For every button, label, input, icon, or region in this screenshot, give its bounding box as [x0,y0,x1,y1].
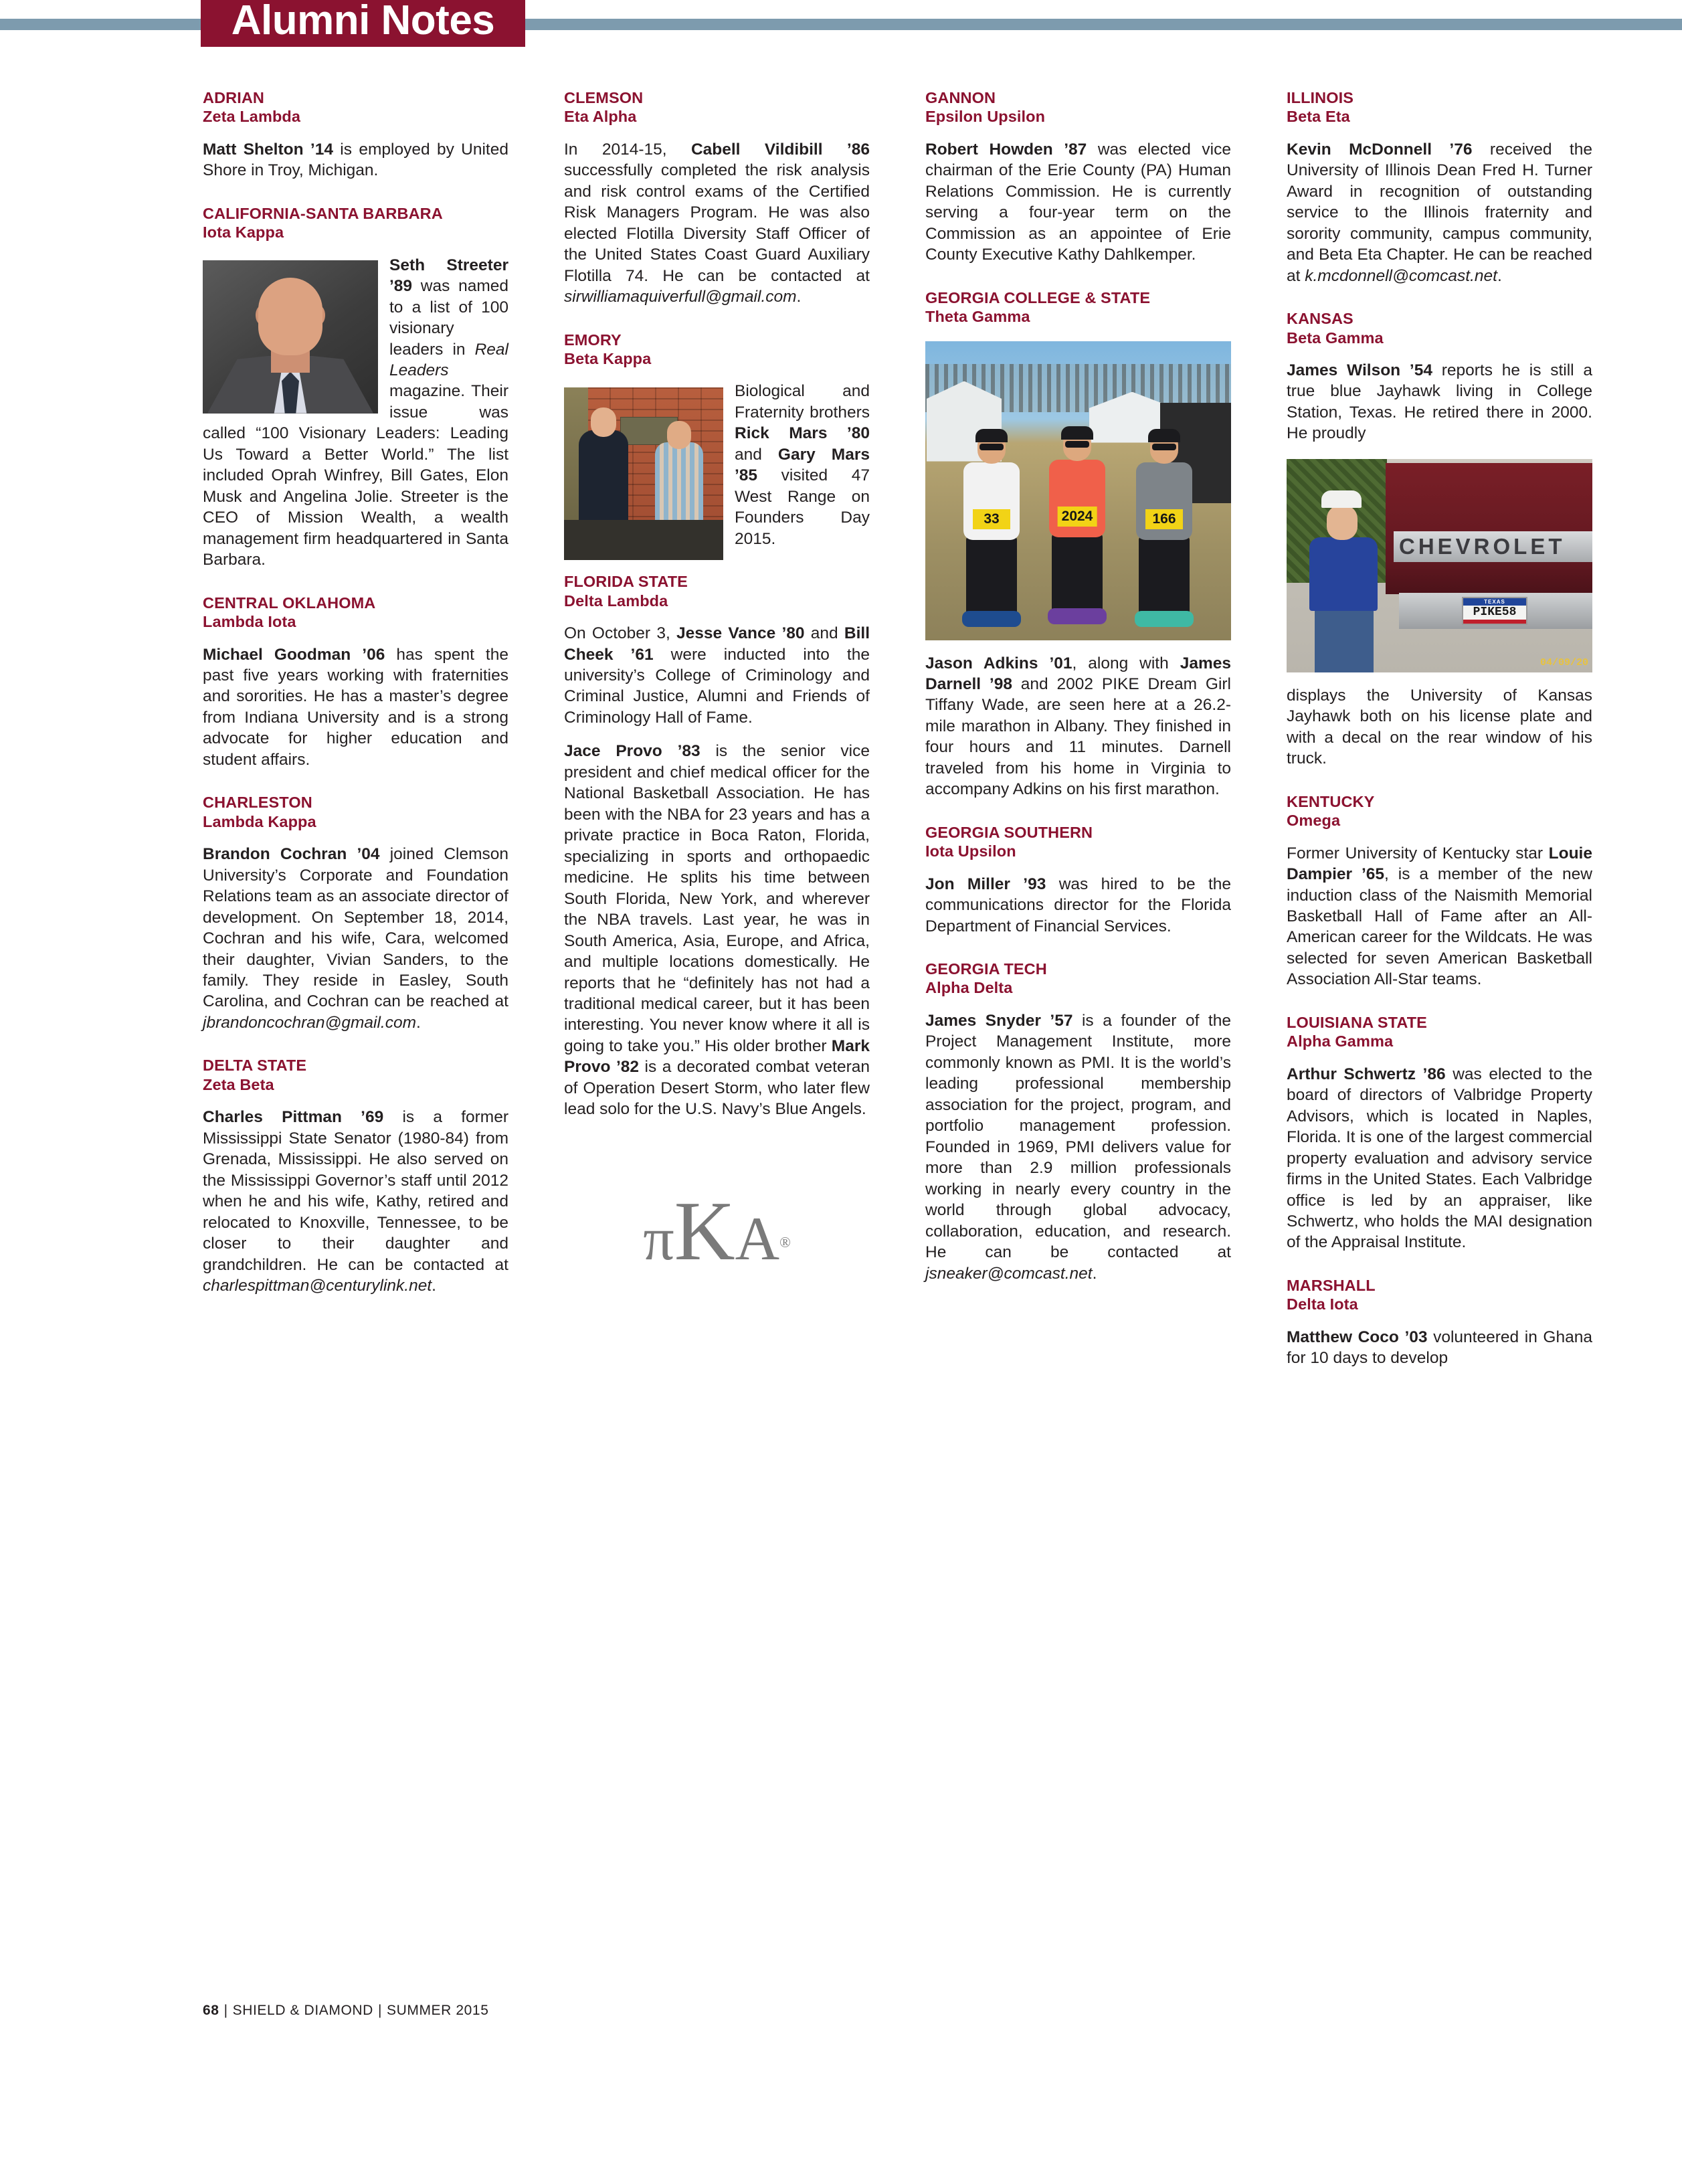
chapter-school: CENTRAL OKLAHOMA [203,594,376,612]
photo-caption [1287,685,1592,769]
chapter-school: MARSHALL [1287,1276,1376,1294]
chapter-greek: Beta Eta [1287,108,1350,126]
page-footer [203,2003,488,2019]
chapter-school: EMORY [564,331,622,349]
chapter-heading [203,1056,508,1094]
note-text: is a founder of the Project Management Institute, more commonly known as PMI. It is the world’s leading professional membership association for the project, program, and portfolio management profession. Founded in 1969, PMI delivers value for more than 2.9 million professionals working in nearly every country in the world through global advocacy, collaboration, education, and research. He can be contacted at [925,1011,1231,1262]
footer-separator-2: | [377,2003,382,2018]
race-bib-number: 33 [973,509,1010,529]
chapter-heading [564,88,870,126]
alum-name: Brandon Cochran ’04 [203,845,380,864]
chapter-greek: Beta Gamma [1287,329,1384,347]
runner-right [1126,432,1202,630]
note-paragraph [203,644,508,771]
chapter-greek: Lambda Kappa [203,812,316,830]
chapter-greek: Iota Upsilon [925,842,1016,860]
greek-alpha: Α [735,1204,780,1273]
note-text: and [735,445,778,464]
note-text: reports he is still a true blue Jayhawk living in College Station, Texas. He retired there in 2000. He proudly [1287,361,1592,443]
chapter-greek: Delta Iota [1287,1295,1358,1313]
note-paragraph [203,1107,508,1296]
chapter-greek: Theta Gamma [925,308,1030,326]
magazine-title: Real Leaders [389,340,508,379]
chapter-heading [925,288,1231,327]
note-text: , along with [1072,654,1180,672]
chapter-school: ADRIAN [203,89,264,106]
chapter-heading [925,960,1231,998]
chapter-school: KENTUCKY [1287,792,1375,810]
license-plate [1462,597,1527,625]
alum-name: Charles Pittman ’69 [203,1108,384,1127]
alum-name: Michael Goodman ’06 [203,645,385,664]
alum-name: Louie Dampier ’65 [1287,844,1592,884]
chapter-greek: Delta Lambda [564,592,668,610]
chapter-heading [564,572,870,610]
chapter-school: GEORGIA COLLEGE & STATE [925,288,1151,306]
note-text-cont: visited 47 West Range on Founders Day 2015. [735,466,870,548]
column-4 [1287,88,1592,1982]
kansas-jayhawk-truck-photo [1287,459,1592,672]
seth-streeter-headshot [203,260,378,414]
note-paragraph [925,1010,1231,1284]
chapter-school: FLORIDA STATE [564,573,688,591]
note-paragraph [564,139,870,308]
note-text-cont: . [1497,266,1502,285]
alum-name: Jace Provo ’83 [564,742,700,761]
note-text: , is a member of the new induction class of the Naismith Memorial Basketball Hall of Fame after an All-American career for the Wildcats. He was selected for seven American Basketball Association All-Star teams. [1287,865,1592,989]
license-plate-state: TEXAS [1463,598,1526,606]
email-address: jsneaker@comcast.net [925,1264,1093,1283]
note-text: was elected to the board of directors of Valbridge Property Advisors, which is located in Naples, Florida. It is one of the largest commercial property evaluation and advisory service firms in the United States. Each Valbridge office is led by an appraiser, like Schwertz, who holds the MAI designation of the Appraisal Institute. [1287,1065,1592,1252]
chapter-school: GEORGIA TECH [925,960,1047,978]
email-address: charlespittman@centurylink.net [203,1276,432,1295]
chapter-heading [203,88,508,126]
note-text-cont: is a decorated combat veteran of Operation Desert Storm, who later flew lead solo for the U.S. Navy’s Blue Angels. [564,1058,870,1119]
chapter-school: GANNON [925,89,996,106]
alum-name-2: Bill Cheek ’61 [564,624,870,664]
note-text: successfully completed the risk analysis and risk control exams of the Certified Risk Managers Program. He was also elected Flotilla Diversity Staff Officer of the United States Coast Guard Auxiliary Flotilla 74. He can be contacted at [564,161,870,285]
chapter-greek: Epsilon Upsilon [925,108,1046,126]
truck-tailgate [1386,463,1592,594]
alum-name: James Wilson ’54 [1287,361,1432,379]
chapter-school: CALIFORNIA-SANTA BARBARA [203,204,443,222]
alum-name-2: James Darnell ’98 [925,654,1231,693]
article-columns [203,88,1593,1982]
page-number: 68 [203,2003,219,2018]
note-text-cont: were inducted into the university’s College of Criminology and Criminal Justice, Alumni and Friends of Criminology Hall of Fame. [564,645,870,727]
chapter-greek: Zeta Lambda [203,108,301,126]
note-text: is a former Mississippi State Senator (1980-84) from Grenada, Mississippi. He also served on the Mississippi Governor’s staff until 2012 when he and his wife, Kathy, retired and relocated to Knoxville, Tennessee, to be closer to their daughter and grandchildren. He can be contacted at [203,1108,509,1274]
marathon-runners-photo [925,341,1231,640]
note-text: joined Clemson University’s Corporate and Foundation Relations team as an associate director of development. On September 18, 2014, Cochran and his wife, Cara, welcomed their daughter, Vivian Sanders, to the family. They reside in Easley, South Carolina, and Cochran can be reached at [203,845,508,1011]
note-lead: On October 3, [564,624,676,643]
note-lead: In 2014-15, [564,140,691,159]
note-text: has spent the past five years working with fraternities and sororities. He has a master’s degree from Indiana University and is a strong advocate for higher education and student affairs. [203,645,508,769]
chapter-greek: Iota Kappa [203,223,284,242]
alum-name: James Snyder ’57 [925,1011,1073,1030]
alum-name: Matt Shelton ’14 [203,140,333,159]
email-address: sirwilliamaquiverfull@gmail.com [564,288,797,306]
chapter-heading [203,793,508,831]
note-paragraph [1287,1064,1592,1253]
chapter-greek: Alpha Delta [925,979,1013,997]
note-lead: Former University of Kentucky star [1287,844,1549,862]
chapter-school: CHARLESTON [203,794,312,812]
alum-name: Matthew Coco ’03 [1287,1328,1428,1346]
pika-logo [564,1184,870,1278]
chapter-heading [1287,88,1592,126]
note-text-cont: magazine. Their issue was called “100 Visionary Leaders: Leading Us Toward a Better World.” The list included Oprah Winfrey, Bill Gates, Elon Musk and Angelina Jolie. Streeter is the CEO of Mission Wealth, a wealth management firm headquartered in Santa Barbara. [203,382,508,569]
note-paragraph [1287,843,1592,990]
email-address: jbrandoncochran@gmail.com [203,1013,417,1032]
note-paragraph [1287,1327,1592,1369]
note-paragraph [564,741,870,1119]
chapter-heading [1287,309,1592,347]
note-text-cont: . [416,1013,421,1032]
note-text-cont: and 2002 PIKE Dream Girl Tiffany Wade, are seen here at a 26.2-mile marathon in Albany. They finished in four hours and 11 minutes. Darnell traveled from his home in Virginia to accompany Adkins on his first marathon. [925,674,1231,799]
alum-name-2: Gary Mars ’85 [735,445,870,485]
greek-kappa: Κ [674,1184,735,1278]
chapter-heading [1287,792,1592,830]
note-text: volunteered in Ghana for 10 days to develop [1287,1328,1592,1368]
race-bib-number: 166 [1145,509,1183,529]
note-lead: displays the University of Kansas Jayhawk both on his license plate and with a decal on the rear window of his truck. [1287,686,1592,768]
note-text: received the University of Illinois Dean Fred H. Turner Award in recognition of outstanding service to the Illinois fraternity and sorority community, campus community, and Beta Eta Chapter. He can be reached at [1287,140,1592,285]
note-paragraph [203,255,508,571]
chapter-school: CLEMSON [564,89,644,106]
chapter-heading [203,204,508,242]
runner-left [955,432,1028,630]
registered-mark: ® [779,1233,791,1251]
note-paragraph [1287,360,1592,444]
note-lead: Biological and Fraternity brothers [735,382,870,422]
page-title: Alumni Notes [231,0,495,43]
note-paragraph [925,139,1231,266]
photo-date-stamp: 04/09/20 [1539,656,1588,668]
email-address: k.mcdonnell@comcast.net [1305,266,1497,285]
chapter-greek: Lambda Iota [203,613,296,631]
chapter-school: DELTA STATE [203,1057,307,1075]
chapter-greek: Omega [1287,812,1341,830]
note-text: was named to a list of 100 visionary leaders in [389,277,508,359]
chapter-heading [1287,1013,1592,1051]
license-plate-number: PIKE58 [1473,606,1517,620]
note-text-cont: . [432,1276,436,1295]
footer-separator: | [223,2003,228,2018]
note-paragraph [203,139,508,181]
alum-name: Jesse Vance ’80 [676,624,805,643]
alum-name: Arthur Schwertz ’86 [1287,1065,1446,1083]
chapter-heading [925,823,1231,861]
alum-name-2: Mark Provo ’82 [564,1036,870,1077]
alum-name: Rick Mars ’80 [735,424,870,443]
chapter-greek: Beta Kappa [564,350,652,368]
alum-name: Jason Adkins ’01 [925,654,1072,672]
note-text-cont: . [796,288,802,306]
alum-name: Seth Streeter ’89 [389,256,508,296]
chapter-school: ILLINOIS [1287,89,1354,106]
chapter-greek: Alpha Gamma [1287,1032,1394,1051]
note-text: was elected vice chairman of the Erie County (PA) Human Relations Commission. He is currently serving a four-year term on the Commission as an appointee of Erie County Executive Kathy Dahlkemper. [925,140,1232,264]
chapter-school: LOUISIANA STATE [1287,1013,1427,1031]
column-3 [925,88,1231,1982]
note-text: and [804,624,844,643]
publication-name: SHIELD & DIAMOND [232,2003,373,2018]
note-text: was hired to be the communications director for the Florida Department of Financial Services. [925,875,1232,935]
truck-badge [1394,531,1592,562]
chapter-heading [925,88,1231,126]
emory-founders-day-photo [564,387,723,560]
note-paragraph [564,623,870,728]
chapter-greek: Zeta Beta [203,1075,274,1093]
photo-caption [925,653,1231,800]
greek-pi: π [643,1204,674,1273]
note-paragraph [564,381,870,549]
issue-label: SUMMER 2015 [387,2003,489,2018]
column-1 [203,88,508,1982]
alum-name: Cabell Vildibill ’86 [690,140,870,159]
note-paragraph [203,844,508,1033]
note-paragraph [925,874,1231,937]
chapter-heading [203,594,508,632]
man-kneeling [1303,490,1384,672]
race-bib-number: 2024 [1058,507,1097,527]
chapter-greek: Eta Alpha [564,108,637,126]
alum-name: Robert Howden ’87 [925,140,1087,159]
license-plate-stripe [1463,620,1526,624]
chapter-heading [1287,1276,1592,1314]
chapter-school: GEORGIA SOUTHERN [925,823,1093,841]
note-text-cont: . [1092,1264,1097,1283]
runner-center [1040,429,1114,630]
column-2 [564,88,870,1982]
note-text: is the senior vice president and chief medical officer for the National Basketball Association. He has been with the NBA for 23 years and has a private practice in Boca Raton, Florida, specializing in sports and orthopaedic medicine. He splits his time between South Florida, New York, and wherever the NBA travels. Last year, he was in South America, Asia, Europe, and Africa, and multiple locations domestically. He reports that he “definitely has not had a traditional medical career, but it has been interesting. You never know where it all is going to take you.” His older brother [564,742,870,1055]
masthead-banner [201,0,525,47]
alum-name: Kevin McDonnell ’76 [1287,140,1473,159]
chapter-school: KANSAS [1287,310,1353,328]
note-paragraph [1287,139,1592,286]
truck-badge-text: CHEVROLET [1399,533,1566,559]
note-text: is employed by United Shore in Troy, Michigan. [203,140,508,180]
alum-name: Jon Miller ’93 [925,875,1046,893]
chapter-heading [564,331,870,369]
